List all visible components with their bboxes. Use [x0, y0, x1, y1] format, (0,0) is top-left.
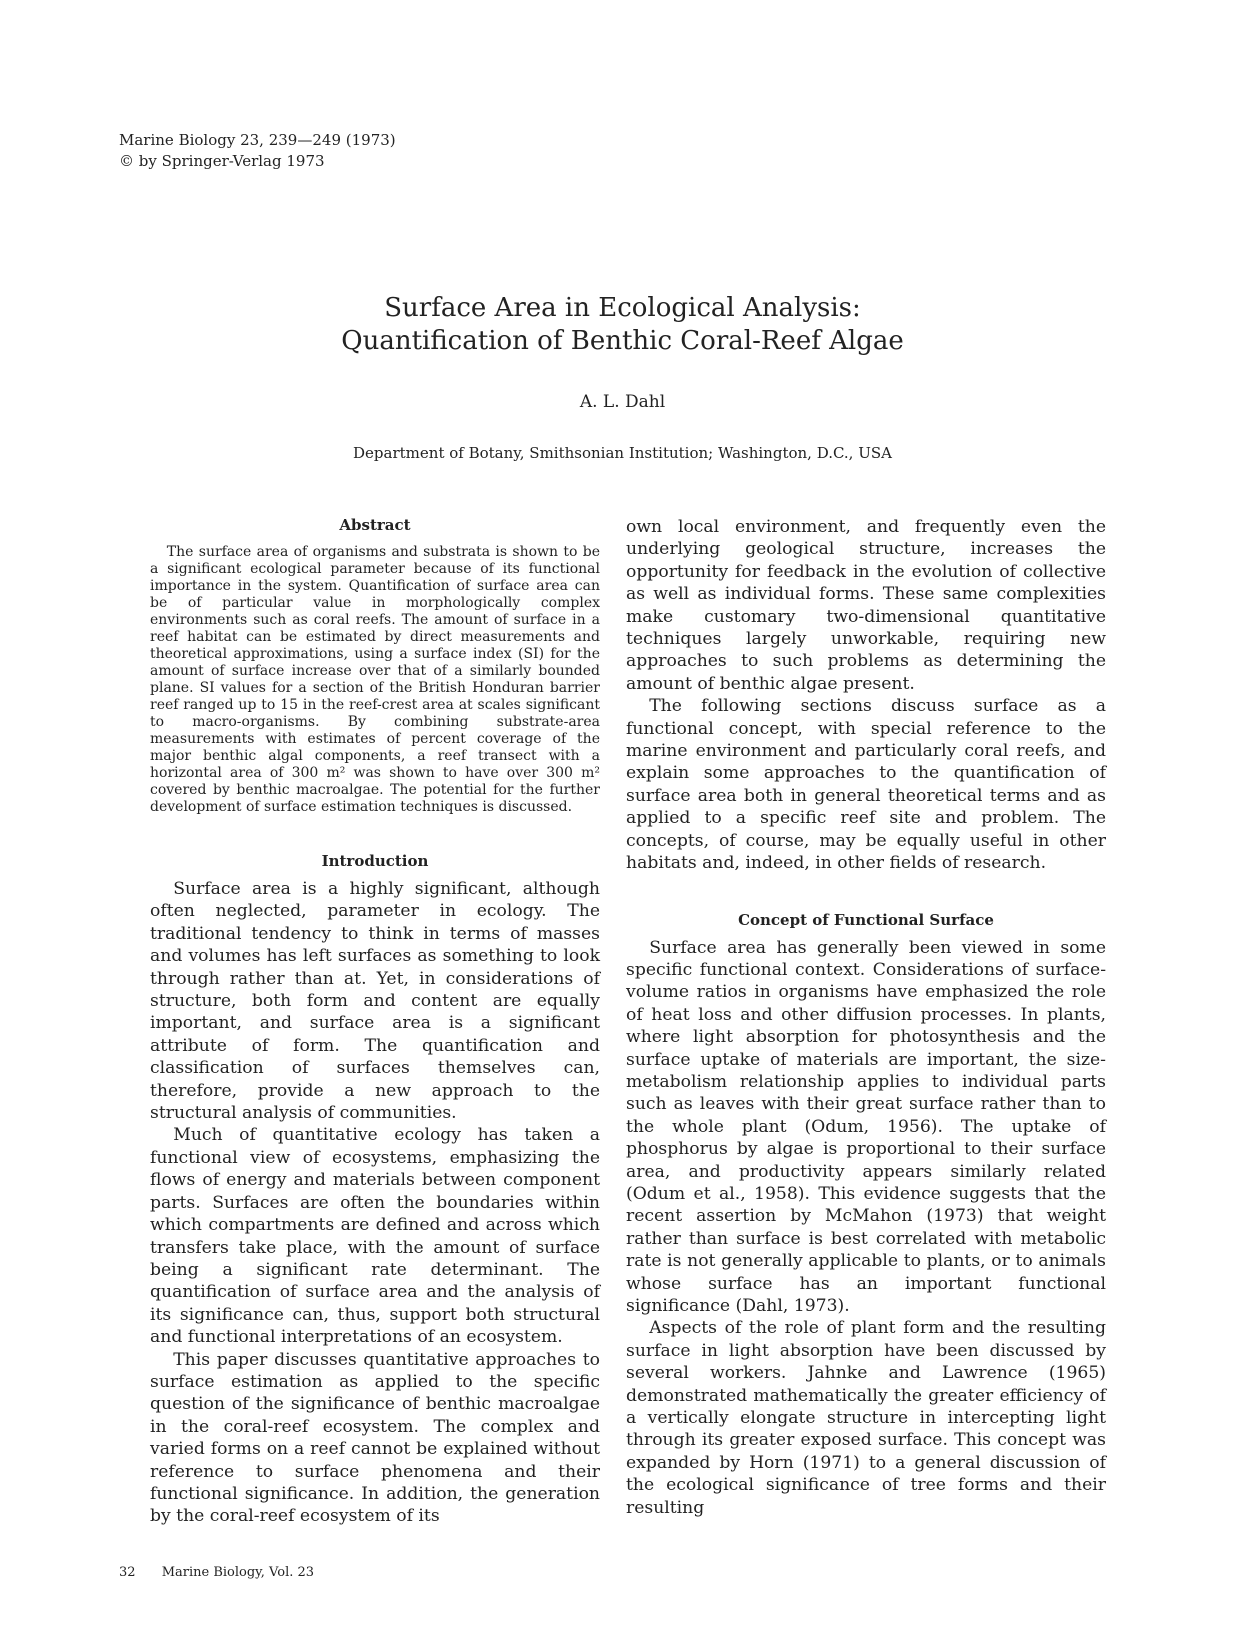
- intro-paragraph-1: Surface area is a highly significant, although often neglected, parameter in ecology. The traditional tendency to think in terms of masses and volumes has left surfaces as something to look through rather than at. Yet, in considerations of structure, both form and content are equally important, and surface area is a significant attribute of form. The quantification and classification of surfaces themselves can, therefore, provide a new approach to the structural analysis of communities.: [150, 879, 600, 1124]
- right-column: [626, 516, 1106, 1519]
- title-line-2: Quantification of Benthic Coral-Reef Algae: [341, 326, 904, 356]
- footer-journal: Marine Biology, Vol. 23: [161, 1565, 315, 1580]
- sections-overview-paragraph: The following sections discuss surface as a functional concept, with special reference to the marine environment and particularly coral reefs, and explain some approaches to the quantification of surface area both in general theoretical terms and as applied to a specific reef site and problem. The concepts, of course, may be equally useful in other habitats and, indeed, in other fields of research.: [626, 696, 1106, 874]
- journal-citation: Marine Biology 23, 239—249 (1973): [119, 131, 396, 149]
- concept-heading: Concept of Functional Surface: [738, 910, 994, 929]
- intro-paragraph-3: This paper discusses quantitative approaches to surface estimation as applied to the specific question of the significance of benthic macroalgae in the coral-reef ecosystem. The complex and varied forms on a reef cannot be explained without reference to surface phenomena and their functional significance. In addition, the generation by the coral-reef ecosystem of its: [150, 1349, 600, 1527]
- title-line-1: Surface Area in Ecological Analysis:: [384, 293, 861, 323]
- journal-header: [119, 130, 396, 172]
- continued-paragraph: own local environment, and frequently even the underlying geological structure, increases the opportunity for feedback in the evolution of collective as well as individual forms. These same complexities make customary two-dimensional quantitative techniques largely unworkable, requiring new approaches to such problems as determining the amount of benthic algae present.: [626, 517, 1106, 694]
- concept-paragraph-1: Surface area has generally been viewed in some specific functional context. Considerations of surface-volume ratios in organisms have emphasized the role of heat loss and other diffusion processes. In plants, where light absorption for photosynthesis and the surface uptake of materials are important, the size-metabolism relationship applies to individual parts such as leaves with their great surface rather than to the whole plant (Odum, 1956). The uptake of phosphorus by algae is proportional to their surface area, and productivity appears similarly related (Odum et al., 1958). This evidence suggests that the recent assertion by McMahon (1973) that weight rather than surface is best correlated with metabolic rate is not generally applicable to plants, or to animals whose surface has an important functional significance (Dahl, 1973).: [626, 937, 1106, 1316]
- abstract-heading: Abstract: [339, 516, 411, 534]
- paper-title: [0, 292, 1245, 358]
- author-affiliation: Department of Botany, Smithsonian Institution; Washington, D.C., USA: [353, 444, 892, 462]
- intro-paragraph-2: Much of quantitative ecology has taken a functional view of ecosystems, emphasizing the flows of energy and materials between component parts. Surfaces are often the boundaries within which compartments are defined and across which transfers take place, with the amount of surface being a significant rate determinant. The quantification of surface area and the analysis of its significance can, thus, support both structural and functional interpretations of an ecosystem.: [150, 1125, 600, 1348]
- concept-paragraph-2: Aspects of the role of plant form and the resulting surface in light absorption have been discussed by several workers. Jahnke and Lawrence (1965) demonstrated mathematically the greater efficiency of a vertically elongate structure in intercepting light through its greater exposed surface. This concept was expanded by Horn (1971) to a general discussion of the ecological significance of tree forms and their resulting: [626, 1318, 1106, 1518]
- copyright-notice: © by Springer-Verlag 1973: [119, 152, 325, 170]
- author-name: A. L. Dahl: [579, 392, 666, 412]
- left-column: [150, 516, 600, 1528]
- page-number: 32: [119, 1565, 136, 1580]
- abstract-text: The surface area of organisms and substrata is shown to be a significant ecological parameter because of its functional importance in the system. Quantification of surface area can be of particular value in morphologically complex environments such as coral reefs. The amount of surface in a reef habitat can be estimated by direct measurements and theoretical approximations, using a surface index (SI) for the amount of surface increase over that of a similarly bounded plane. SI values for a section of the British Honduran barrier reef ranged up to 15 in the reef-crest area at scales significant to macro-organisms. By combining substrate-area measurements with estimates of percent coverage of the major benthic algal components, a reef transect with a horizontal area of 300 m² was shown to have over 300 m² covered by benthic macroalgae. The potential for the further development of surface estimation techniques is discussed.: [150, 544, 600, 815]
- introduction-heading: Introduction: [321, 852, 429, 870]
- page-footer: [119, 1565, 336, 1580]
